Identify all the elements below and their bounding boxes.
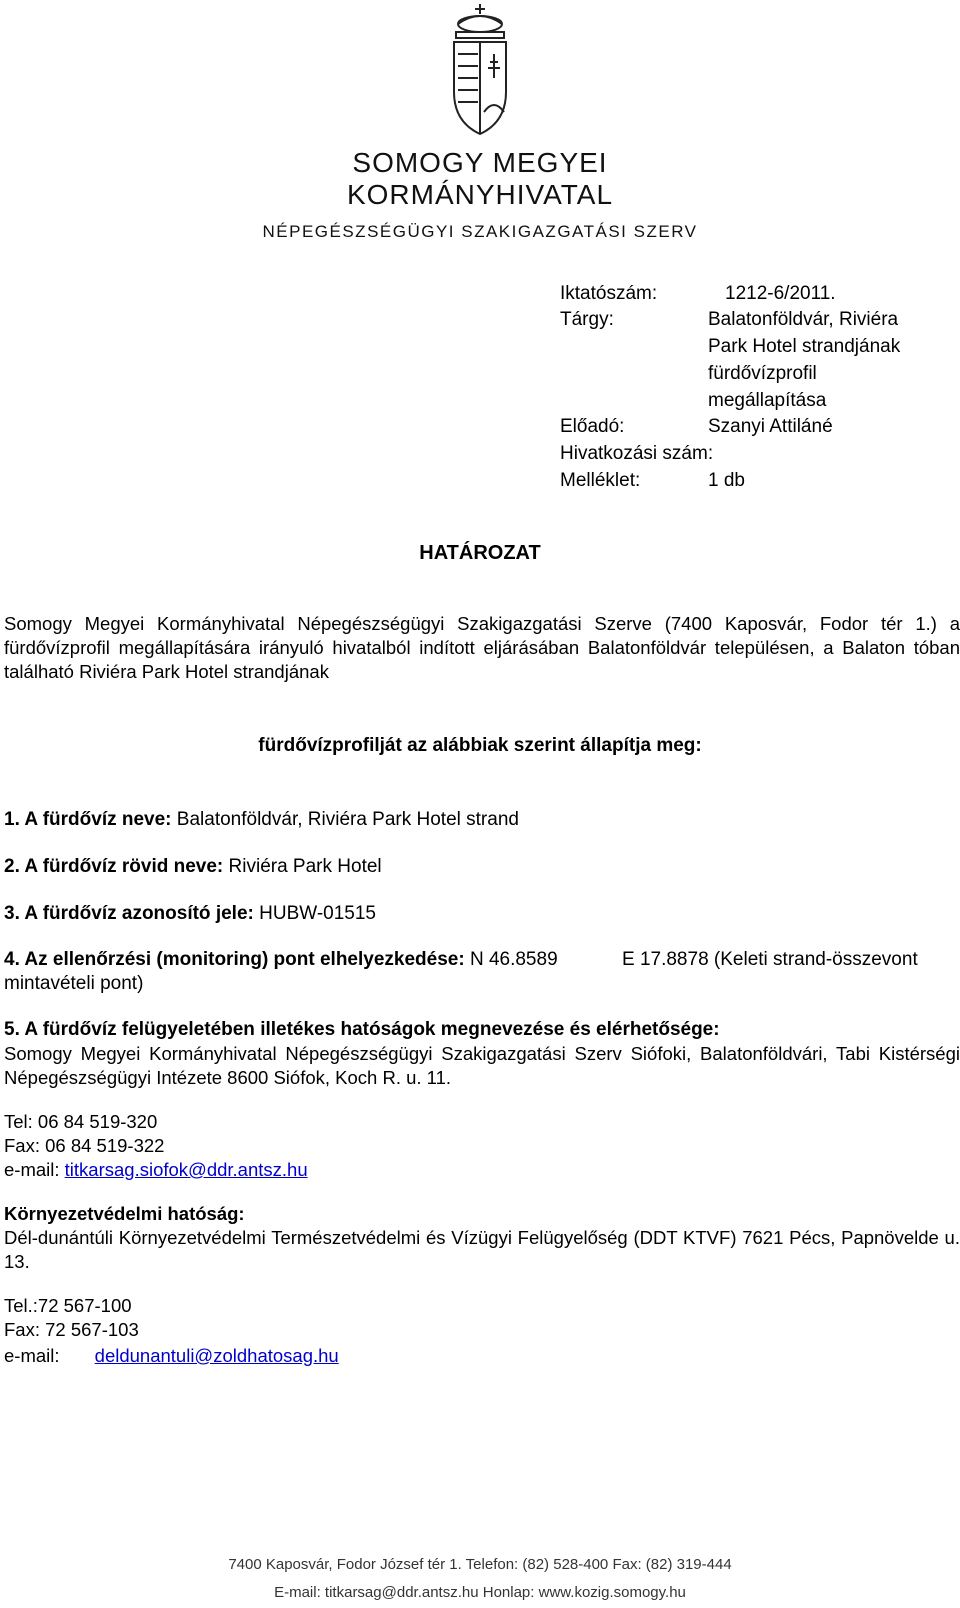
org-name-line2: KORMÁNYHIVATAL [346,179,614,210]
footer-contact: E-mail: titkarsag@ddr.antsz.hu Honlap: www.kozig.somogy.hu [274,1584,686,1601]
item-4-value-e: E 17.8878 (Keleti strand-összevont [622,949,918,970]
item-4 [4,948,558,972]
item-1-label: 1. A fürdővíz neve: [4,809,172,830]
item-4-value-n: N 46.8589 [469,949,558,970]
authority2-email-label: e-mail: [4,1345,60,1366]
item-5-label [4,1018,720,1042]
item-3-value: HUBW-01515 [259,903,376,924]
authority2-email-link[interactable]: deldunantuli@zoldhatosag.hu [94,1345,339,1366]
item-3 [4,902,376,926]
authority2-heading [4,1202,245,1226]
iktatoszam-value: 1212-6/2011. [725,283,836,304]
coat-of-arms-icon [440,2,520,140]
iktatoszam-label: Iktatószám: [560,283,658,304]
item-4-label: 4. Az ellenőrzési (monitoring) pont elhelyezkedése: [4,949,465,970]
eloado-label: Előadó: [560,416,625,437]
decision-line: fürdővízprofilját az alábbiak szerint állapítja meg: [258,735,702,756]
item-2-label: 2. A fürdővíz rövid neve: [4,856,224,877]
footer-address: 7400 Kaposvár, Fodor József tér 1. Telefon: (82) 528-400 Fax: (82) 319-444 [228,1556,732,1573]
org-subtitle: NÉPEGÉSZSÉGÜGYI SZAKIGAZGATÁSI SZERV [262,222,698,241]
melleklet-label: Melléklet: [560,470,641,491]
melleklet-value: 1 db [708,470,745,491]
item-5-label-text: 5. A fürdővíz felügyeletében illetékes hatóságok megnevezése és elérhetősége: [4,1019,720,1040]
eloado-value: Szanyi Attiláné [708,416,833,437]
document-title: HATÁROZAT [419,542,541,564]
authority2-fax: Fax: 72 567-103 [4,1319,139,1340]
item-1 [4,808,519,832]
org-name-line1: SOMOGY MEGYEI [352,147,608,178]
intro-paragraph: Somogy Megyei Kormányhivatal Népegészségügyi Szakigazgatási Szerve (7400 Kaposvár, Fodor tér 1.) a fürdővízprofil megállapítására irányuló hivatalból indított eljárásában Balatonföldvár településen, a Balaton tóban található Riviéra Park Hotel strandjának [4,613,960,682]
item-2 [4,855,382,879]
authority2-email-row [4,1344,339,1368]
authority1-email-label: e-mail: [4,1159,60,1180]
authority1-text: Somogy Megyei Kormányhivatal Népegészségügyi Szakigazgatási Szerv Siófoki, Balatonföldvári, Tabi Kistérségi Népegészségügyi Intézete 8600 Siófok, Koch R. u. 11. [4,1043,960,1088]
authority1-email-link[interactable]: titkarsag.siofok@ddr.antsz.hu [64,1159,308,1180]
hivatkozasi-label: Hivatkozási szám: [560,443,714,464]
authority2-tel: Tel.:72 567-100 [4,1295,132,1316]
authority1-email-row [4,1158,308,1182]
targy-label: Tárgy: [560,309,614,330]
targy-value: Balatonföldvár, Riviéra Park Hotel strandjának fürdővízprofil megállapítása [708,309,901,411]
item-1-value: Balatonföldvár, Riviéra Park Hotel strand [176,809,519,830]
item-3-label: 3. A fürdővíz azonosító jele: [4,903,254,924]
authority1-fax: Fax: 06 84 519-322 [4,1135,165,1156]
item-2-value: Riviéra Park Hotel [228,856,382,877]
authority1-tel: Tel: 06 84 519-320 [4,1111,158,1132]
authority2-heading-text: Környezetvédelmi hatóság: [4,1203,245,1224]
item-4-value-cont: mintavételi pont) [4,973,144,994]
authority2-text: Dél-dunántúli Környezetvédelmi Természetvédelmi és Vízügyi Felügyelőség (DDT KTVF) 7621 Pécs, Papnövelde u. 13. [4,1227,960,1272]
